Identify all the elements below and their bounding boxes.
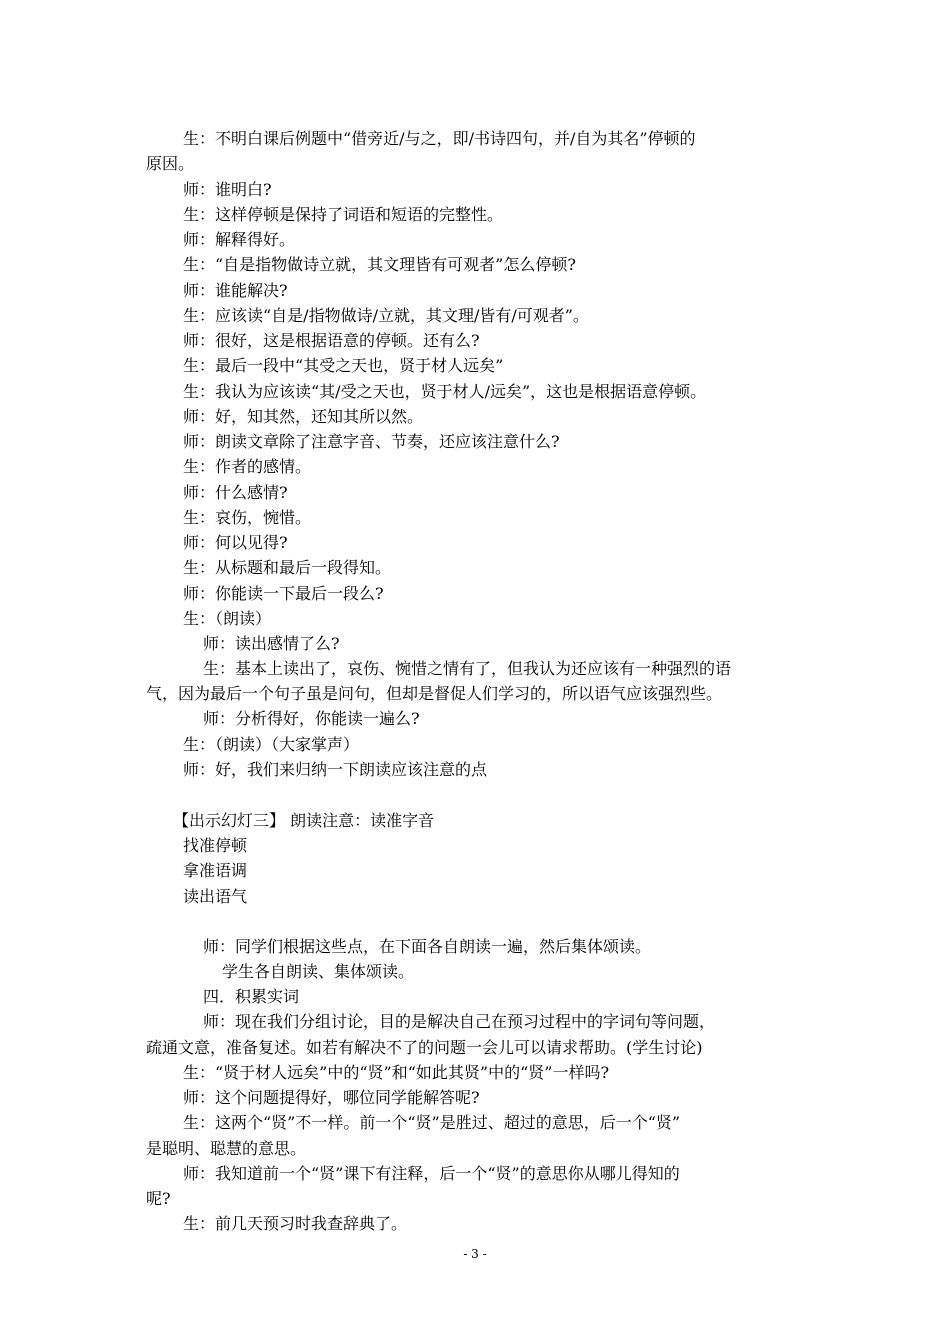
text-line: 生：应该读“自是/指物做诗/立就，其文理/皆有/可观者”。 [183,306,589,325]
text-line: 生：不明白课后例题中“借旁近/与之，即/书诗四句，并/自为其名”停顿的 [183,129,696,148]
section-heading: 四．积累实词 [203,987,300,1006]
text-line: 师：朗读文章除了注意字音、节奏，还应该注意什么? [183,432,560,451]
text-line: 生：最后一段中“其受之天也，贤于材人远矣” [183,356,504,375]
text-line: 师：解释得好。 [183,230,296,249]
text-line: 师：读出感情了么? [203,634,340,653]
text-line: 学生各自朗读、集体颂读。 [222,962,415,981]
text-line: 师：什么感情? [183,483,288,502]
text-line: 生：这样停顿是保持了词语和短语的完整性。 [183,205,504,224]
text-line: 生：这两个“贤”不一样。前一个“贤”是胜过、超过的意思，后一个“贤” [183,1113,681,1132]
text-line: 师：好，知其然，还知其所以然。 [183,407,424,426]
text-line: 生：我认为应该读“其/受之天也，贤于材人/远矣”，这也是根据语意停顿。 [183,382,707,401]
text-line: 呢? [146,1189,171,1208]
text-line: 师：我知道前一个“贤”课下有注释，后一个“贤”的意思你从哪儿得知的 [183,1164,680,1183]
text-line: 生：作者的感情。 [183,457,312,476]
text-line: 生：从标题和最后一段得知。 [183,558,392,577]
slide-heading: 【出示幻灯三】 朗读注意：读准字音 [173,811,435,830]
text-line: 生：基本上读出了，哀伤、惋惜之情有了，但我认为还应该有一种强烈的语 [203,659,732,678]
text-line: 师：现在我们分组讨论，目的是解决自己在预习过程中的字词句等问题， [203,1012,716,1031]
text-line: 师：何以见得? [183,533,288,552]
slide-item: 读出语气 [183,887,248,906]
slide-item: 拿准语调 [183,861,248,880]
text-line: 生：（朗读）（大家掌声） [183,735,360,754]
text-line: 疏通文意，准备复述。如若有解决不了的问题一会儿可以请求帮助。(学生讨论) [146,1038,703,1057]
text-line: 师：谁明白? [183,180,272,199]
text-line: 师：谁能解决? [183,281,288,300]
text-line: 是聪明、聪慧的意思。 [146,1139,307,1158]
text-line: 师：很好，这是根据语意的停顿。还有么? [183,331,480,350]
text-line: 生：（朗读） [183,609,272,628]
text-line: 生：“贤于材人远矣”中的“贤”和“如此其贤”中的“贤”一样吗? [183,1063,610,1082]
text-line: 生：哀伤，惋惜。 [183,508,312,527]
slide-item: 找准停顿 [183,836,248,855]
text-line: 师：好，我们来归纳一下朗读应该注意的点 [183,760,488,779]
text-line: 气，因为最后一个句子虽是问句，但却是督促人们学习的，所以语气应该强烈些。 [146,684,723,703]
text-line: 原因。 [146,154,195,173]
page-number: - 3 - [463,1247,487,1261]
text-line: 生：“自是指物做诗立就，其文理皆有可观者”怎么停顿? [183,255,576,274]
text-line: 师：你能读一下最后一段么? [183,584,384,603]
text-line: 生：前几天预习时我查辞典了。 [183,1214,408,1233]
text-line: 师：同学们根据这些点，在下面各自朗读一遍，然后集体颂读。 [203,937,652,956]
text-line: 师：这个问题提得好，哪位同学能解答呢? [183,1088,480,1107]
text-line: 师：分析得好，你能读一遍么? [203,709,420,728]
